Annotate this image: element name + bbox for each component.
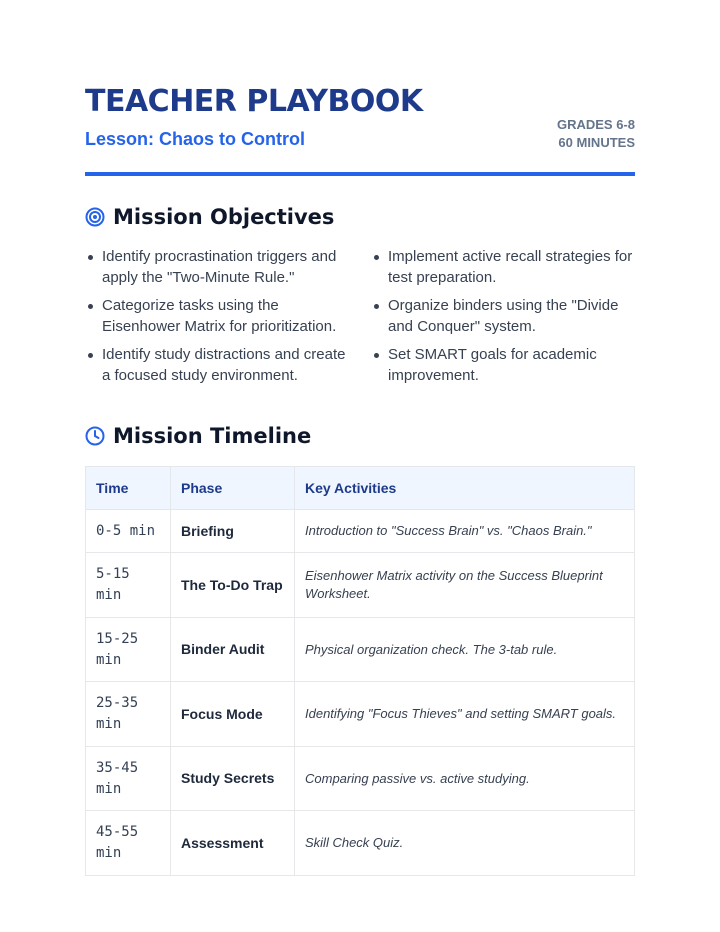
time-cell: 15-25 min [86, 618, 171, 682]
phase-cell: Binder Audit [171, 618, 295, 682]
activity-cell: Comparing passive vs. active studying. [295, 747, 635, 811]
objectives-title: Mission Objectives [113, 205, 335, 229]
timeline-title: Mission Timeline [113, 424, 312, 448]
duration-label: 60 MINUTES [558, 135, 635, 150]
phase-cell: Briefing [171, 510, 295, 553]
activity-cell: Physical organization check. The 3-tab rule. [295, 618, 635, 682]
activity-cell: Eisenhower Matrix activity on the Success Blueprint Worksheet. [295, 553, 635, 618]
activity-cell: Introduction to "Success Brain" vs. "Chaos Brain." [295, 510, 635, 553]
page-header [85, 84, 635, 176]
phase-cell: Focus Mode [171, 682, 295, 747]
phase-cell: Study Secrets [171, 747, 295, 811]
list-item: Identify study distractions and create a focused study environment. [85, 344, 355, 386]
table-header-row [86, 467, 635, 510]
lesson-subtitle: Lesson: Chaos to Control [85, 129, 305, 149]
table-row [86, 811, 635, 876]
objectives-list [85, 246, 637, 393]
clock-icon [85, 426, 105, 446]
activity-cell: Skill Check Quiz. [295, 811, 635, 876]
activity-cell: Identifying "Focus Thieves" and setting SMART goals. [295, 682, 635, 747]
phase-cell: The To-Do Trap [171, 553, 295, 618]
timeline-table [85, 466, 635, 876]
column-header-time: Time [86, 467, 171, 510]
table-row [86, 510, 635, 553]
list-item: Organize binders using the "Divide and Conquer" system. [371, 295, 641, 337]
objectives-left-column [85, 246, 355, 393]
column-header-activities: Key Activities [295, 467, 635, 510]
table-row [86, 747, 635, 811]
table-row [86, 682, 635, 747]
timeline-heading [85, 424, 311, 448]
phase-cell: Assessment [171, 811, 295, 876]
list-item: Set SMART goals for academic improvement. [371, 344, 641, 386]
time-cell: 35-45 min [86, 747, 171, 811]
target-icon [85, 207, 105, 227]
objectives-heading [85, 205, 334, 229]
table-row [86, 553, 635, 618]
grades-label: GRADES 6-8 [556, 117, 635, 132]
lesson-meta [557, 116, 635, 152]
list-item: Categorize tasks using the Eisenhower Matrix for prioritization. [85, 295, 355, 337]
objectives-right-column [371, 246, 641, 393]
time-cell: 45-55 min [86, 811, 171, 876]
list-item: Identify procrastination triggers and apply the "Two-Minute Rule." [85, 246, 355, 288]
list-item: Implement active recall strategies for test preparation. [371, 246, 641, 288]
table-row [86, 618, 635, 682]
time-cell: 0-5 min [86, 510, 171, 553]
column-header-phase: Phase [171, 467, 295, 510]
time-cell: 5-15 min [86, 553, 171, 618]
page-title: TEACHER PLAYBOOK [85, 84, 423, 119]
time-cell: 25-35 min [86, 682, 171, 747]
